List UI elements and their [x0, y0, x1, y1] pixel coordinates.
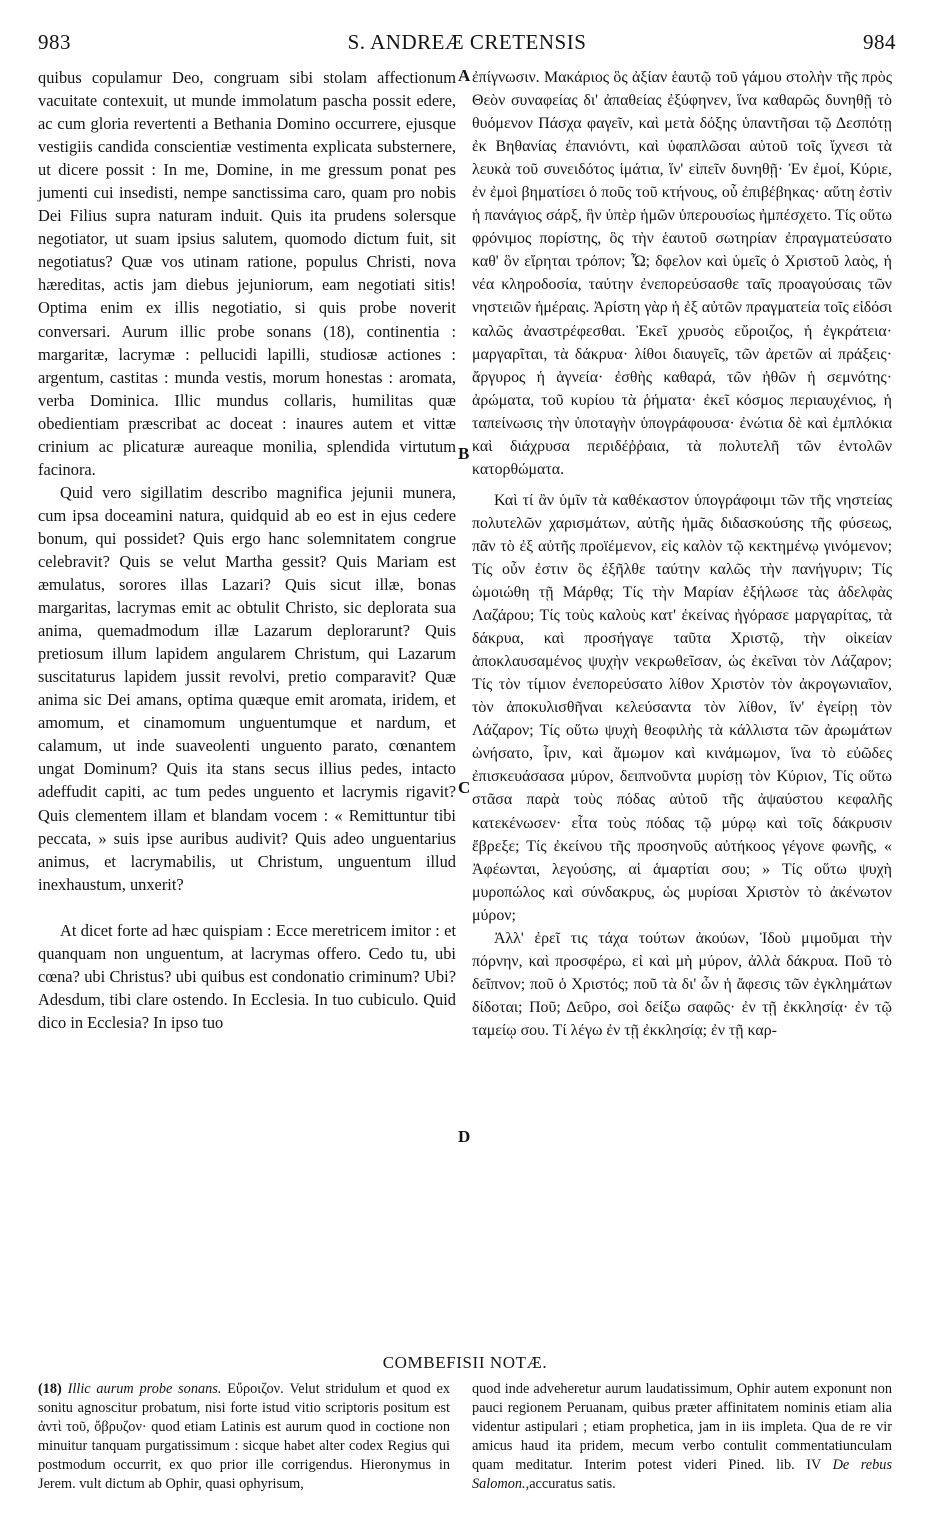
greek-paragraph-1: ἐπίγνωσιν. Μακάριος ὃς ἀξίαν ἑαυτῷ τοῦ γάμου στολὴν τῆς πρὸς Θεὸν συναφείας δι' ἀπαθείας ἐξύφηνεν, ἵνα καθαρῶς δυνηθῇ τὸ θυόμενον Πάσχα φαγεῖν, καὶ μετὰ δόξης ὑπαντῆσαι τῷ Δεσπότῃ ἐκ Βηθανίας ἐπανιόντι, καὶ ὑφαπλῶσαι αὐτοῦ τοῖς ἴχνεσι τὰ λευκὰ τοῦ συνειδότος ἱμάτια, ἵν' εἰπεῖν δυνηθῇ· Ἐν ἐμοί, Κύριε, ἐν ἐμοὶ βηματίσει ὁ ποῦς τοῦ κτήνους, οὗ ἐπιβέβηκας· αὕτη ἐστὶν ἡ πανάγιος σάρξ, ἣν ὑπὲρ ἡμῶν ὑπερουσίως ἠμπέσχετο. Τίς οὕτω φρόνιμος πορίστης, ὃς τὴν ἑαυτοῦ σωτηρίαν ἐπραγματεύσατο καθ' ὃν εἴρηται τρόπον; Ὦ; δφελον καὶ ὑμεῖς ὁ Χριστοῦ λαὸς, ἡ νέα κληροδοσία, ταύτην ἐνεπορεύσασθε ταῖς προαγούσαις τῶν νηστειῶν ἡμέραις. Ἀρίστη γὰρ ἡ ἐξ αὐτῶν πραγματεία τοῖς εἰδόσι καλῶς ἀναστρέφεσθαι. Ἐκεῖ χρυσὸς εὔροιζος, ἡ ἐγκράτεια· μαργαρῖται, τὰ δάκρυα· λίθοι διαυγεῖς, τῶν ἀρετῶν αἱ πράξεις· ἄργυρος ἡ ἁγνεία· ἐσθὴς καθαρά, τῶν ἠθῶν ἡ σεμνότης· ἀρώματα, τοῦ κυρίου τὰ ῥήματα· ἐκεῖ κόσμος περιαυχένιος, ἡ ταπείνωσις τὴν ὑποταγὴν ὑπογράφουσα· ἐνώτια δὲ καὶ ἐμπλόκια καὶ διάχρυσα περιδέῤῥαια, τὰ πολυτελῆ τῶν ἐντολῶν κατορθώματα. — [472, 69, 892, 478]
latin-paragraph-2: Quid vero sigillatim describo magnifica jejunii munera, cum ipsa doceamini natura, quidquid ab eo est in ejus cedere bonum, qui possidet? Quis ergo hanc solemnitatem congrue celebravit? Quis se velut Martha gessit? Quis Mariam est æmulatus, sorores illas Lazari? Quis sicut illæ, bonas margaritas, lacrymas emit ac obtulit Christo, sic deplorata sua anima, quemadmodum illæ Lazarum deplorarunt? Quis pretiosum illum lapidem angularem Christum, qui Lazarum suscitaturus lapidem jussit revolvi, pretio comparavit? Quæ anima sic Dei amans, optima quæque emit aromata, iridem, et amomum, et cinamomum unguentumque et nardum, et calamum, ut inde suaveolenti unguento parato, cœnantem ungat Dominum? Quis ita stans secus illius pedes, intacto adeffudit capiti, ac tum pedes unguento et lacrymis rigavit? Quis clementem illam et blandam vocem : « Remittuntur tibi peccata, » suis ipse auribus audivit? Quis adeo unguentarius animus, et lacrymabilis, ut Christum, unguentum illud inexhaustum, unxerit? — [38, 482, 456, 894]
margin-marker-d: D — [458, 1127, 471, 1146]
greek-paragraph-2: Καὶ τί ἂν ὑμῖν τὰ καθέκαστον ὑπογράφοιμι τῶν τῆς νηστείας πολυτελῶν χαρισμάτων, αὐτῆς ἡμᾶς διδασκούσης τῆς φύσεως, πᾶν τὸ ἐξ αὐτῆς προϊέμενον, εἰς καλὸν τῷ κεκτημένῳ γινόμενον; Τίς οὖν ἐστιν ὃς ἐξῆλθε ταύτην καλῶς τὴν πανήγυριν; Τίς ὡμοιώθη τῇ Μάρθᾳ; Τίς τὴν Μαρίαν ἐξήλωσε τὰς ἀδελφὰς Λαζάρου; Τίς τοὺς καλοὺς κατ' ἐκείνας ἠγόρασε μαργαρίτας, τὰ δάκρυα, καὶ προσήγαγε ταῦτα Χριστῷ, τὴν οἰκείαν ἀποκλαυσαμένος ψυχὴν νεκρωθεῖσαν, ὡς ἐκεῖναι τὸν Λάζαρον; Τίς τὸν τίμιον ἐνεπορεύσατο λίθον Χριστὸν τὸν ἀκρογωνιαῖον, τὸν ἀποκυλισθῆναι κελεύσαντα τὸν λίθον, ἵν' ἐγείρῃ τὸν Λάζαρον; Τίς οὕτω ψυχὴ θεοφιλὴς τὰ κάλλιστα τῶν ἀρωμάτων ὠνήσατο, ἶριν, καὶ ἄμωμον καὶ κινάμωμον, ἵνα τὸ εὐῶδες ἐπισκευάσασα μύρον, δειπνοῦντα μυρίσῃ τὸν Κύριον, Τίς οὕτω στᾶσα παρὰ τοὺς πόδας αὐτοῦ τῆς ἀψαύστου κεφαλῆς κατεκένωσεν· εἶτα τοὺς πόδας τῷ μύρῳ καὶ τοῖς δάκρυσιν ἔβρεξε; Τίς ἐκείνου τῆς προσηνοῦς αὐτήκοος γέγονε φωνῆς, « Ἀφέωνται, λεγούσης, αἱ ἁμαρτίαι σου; » Τίς οὕτω ψυχὴ μυροπώλος καὶ σύνδακρυς, ὡς μυρίσαι Χριστὸν τὸ ἀκένωτον μύρον; — [472, 491, 892, 924]
left-column-number: 983 — [38, 30, 71, 54]
latin-column — [38, 66, 456, 1034]
note-text-left: Εὔροιζον. Velut stridulum et quod ex sonitu agnoscitur probatum, nisi forte istud vitio scriptoris positum est ἀντὶ τοῦ, ὄβρυζον· quod etiam Latinis est aurum quod in coctione non minuitur tanquam purgatissimum : sicque habet alter codex Regius qui postmodum occurrit, ex quo prior ille corrigendus. Hieronymus in Jerem. vult dictum ab Ophir, quasi ophyrisum, — [38, 1381, 450, 1492]
margin-marker-c: C — [458, 778, 471, 797]
note-text-right-end: ,accuratus satis. — [525, 1475, 616, 1492]
note-text-right: quod inde adveheretur aurum laudatissimum, Ophir autem exponunt non pauci regionem Peruanam, quibus præter affinitatem nominis etiam alia videntur astipulari ; etiam prophetica, jam in iis impleta. Qua de re vir amicus haud ita pridem, mecum verbo contulit commentatiunculam quam meditatur. Interim potest videri Pined. lib. IV — [472, 1381, 892, 1473]
notes-title: COMBEFISII NOTÆ. — [382, 1353, 548, 1372]
right-column-number: 984 — [863, 30, 896, 54]
greek-paragraph-3: Ἀλλ' ἐρεῖ τις τάχα τούτων ἀκούων, Ἰδοὺ μιμοῦμαι τὴν πόρνην, καὶ προσφέρω, εἰ καὶ μὴ μύρον, ἀλλὰ δάκρυα. Ποῦ τὸ δεῖπνον; ποῦ ὁ Χριστός; ποῦ τὰ δι' ὧν ἡ ἄφεσις τῶν ἐγκλημάτων δίδοται; Ποῦ; Δεῦρο, σοὶ δείξω σαφῶς· ἐν τῇ ἐκκλησίᾳ· ἐν τῷ ταμείῳ σου. Τί λέγω ἐν τῇ ἐκκλησίᾳ; ἐν τῇ καρ- — [472, 929, 892, 1039]
note-lemma: Illic aurum probe sonans. — [67, 1381, 222, 1397]
running-title: S. ANDREÆ CRETENSIS — [347, 30, 587, 54]
latin-paragraph-1: quibus copulamur Deo, congruam sibi stolam affectionum vacuitate contexuit, ut munde immolatum pascha possit edere, ac cum gloria revertenti a Bethania Domino occurrere, ejusque vestigiis candida conscientiæ vestimenta explicata substernere, ut dicere possit : In me, Domine, in me gressum ponat pes jumenti cui insedisti, nempe sanctissima caro, quam pro nobis Dei Filius supra naturam induit. Quis ita prudens solersque negotiator, ut suam ipsius salutem, quomodo dictum fuit, sit negotiatus? Quæ vos utinam ratione, populus Christi, nova hæreditas, actis jam diebus jejuniorum, eam negotiati sitis! Optima enim ex illis negotiatio, si quis probe noverit conversari. Aurum illic probe sonans (18), continentia : margaritæ, lacrymæ : pellucidi lapilli, studiosæ actiones : argentum, castitas : munda vestis, morum honestas : aromata, verba Dominica. Illic mundus collaris, humilitas quæ obedientiam præscribat ac doceat : inaures autem et vittæ crinium ac plicaturæ aureaque monilia, splendida virtutum facinora. — [38, 68, 456, 479]
margin-marker-b: B — [458, 444, 470, 463]
latin-paragraph-3: At dicet forte ad hæc quispiam : Ecce meretricem imitor : et quanquam non unguentum, at lacrymas offero. Cedo tu, ubi cœna? ubi Christus? ubi quibus est condonatio criminum? Ubi? Adesdum, tibi clare ostendo. In Ecclesia. In tuo cubiculo. Quid dico in Ecclesia? In ipso tuo — [38, 920, 456, 1032]
notes-right-column — [472, 1380, 892, 1493]
margin-marker-a: A — [458, 66, 471, 85]
running-header — [38, 30, 896, 64]
notes-left-column — [38, 1380, 450, 1493]
greek-column — [472, 66, 892, 1042]
note-cited-title: De rebus Salomon. — [472, 1456, 893, 1492]
note-reference: (18) — [38, 1381, 62, 1397]
